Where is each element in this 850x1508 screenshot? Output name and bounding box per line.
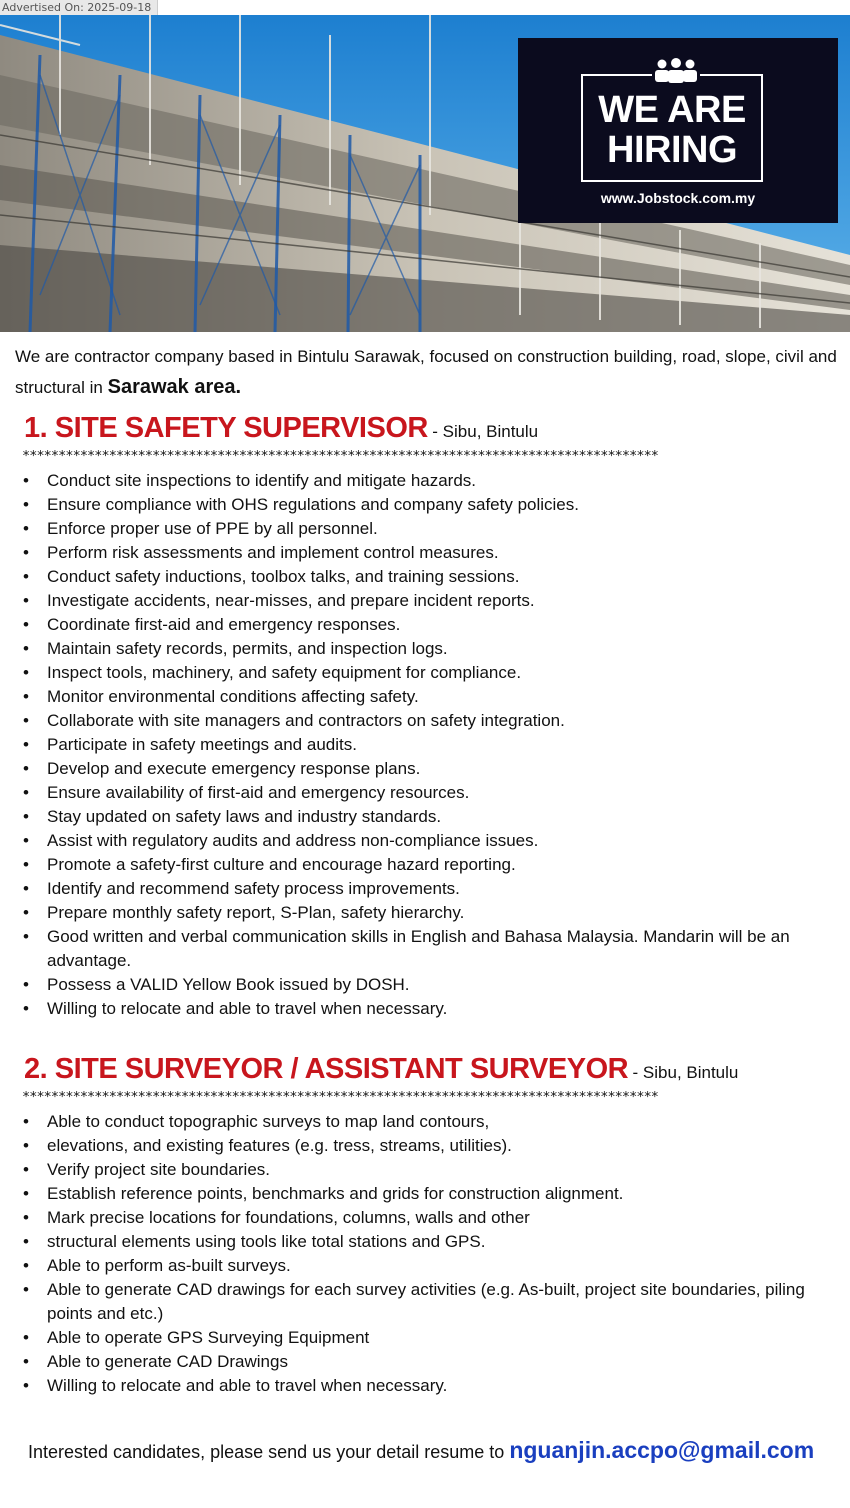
list-item: • Monitor environmental conditions affecting safety. bbox=[20, 685, 830, 709]
contact-line bbox=[28, 1437, 814, 1464]
list-item: • Mark precise locations for foundations, columns, walls and other bbox=[20, 1206, 830, 1230]
list-item: • Inspect tools, machinery, and safety equipment for compliance. bbox=[20, 661, 830, 685]
list-item: • Participate in safety meetings and audits. bbox=[20, 733, 830, 757]
job-2-location: - Sibu, Bintulu bbox=[632, 1063, 739, 1082]
contact-email-link[interactable]: nguanjin.accpo@gmail.com bbox=[509, 1437, 815, 1463]
hiring-headline: WE ARE HIRING bbox=[598, 89, 746, 171]
list-item: • Establish reference points, benchmarks and grids for construction alignment. bbox=[20, 1182, 830, 1206]
job-2-heading bbox=[24, 1053, 738, 1086]
list-item: • Maintain safety records, permits, and inspection logs. bbox=[20, 637, 830, 661]
advertised-date-badge: Advertised On: 2025-09-18 bbox=[0, 0, 158, 16]
job-2-requirements bbox=[20, 1110, 830, 1398]
list-item: • Able to perform as-built surveys. bbox=[20, 1254, 830, 1278]
intro-highlight: Sarawak area. bbox=[107, 376, 242, 398]
website-url[interactable]: www.Jobstock.com.my bbox=[600, 190, 756, 206]
we-are-hiring-banner bbox=[518, 38, 838, 223]
job-1-location: - Sibu, Bintulu bbox=[432, 422, 539, 441]
list-item: • Coordinate first-aid and emergency responses. bbox=[20, 613, 830, 637]
list-item: • Good written and verbal communication skills in English and Bahasa Malaysia. Mandarin will be an advantage. bbox=[20, 925, 830, 973]
list-item: • Enforce proper use of PPE by all personnel. bbox=[20, 517, 830, 541]
job-1-requirements bbox=[20, 469, 830, 1021]
list-item: • Investigate accidents, near-misses, and prepare incident reports. bbox=[20, 589, 830, 613]
list-item: • Collaborate with site managers and contractors on safety integration. bbox=[20, 709, 830, 733]
list-item: • Stay updated on safety laws and industry standards. bbox=[20, 805, 830, 829]
list-item: • Develop and execute emergency response plans. bbox=[20, 757, 830, 781]
job-1-title: 1. SITE SAFETY SUPERVISOR bbox=[24, 412, 428, 444]
list-item: • Able to conduct topographic surveys to map land contours, bbox=[20, 1110, 830, 1134]
list-item: • structural elements using tools like total stations and GPS. bbox=[20, 1230, 830, 1254]
list-item: • Promote a safety-first culture and encourage hazard reporting. bbox=[20, 853, 830, 877]
company-intro bbox=[15, 342, 840, 403]
job-2-title: 2. SITE SURVEYOR / ASSISTANT SURVEYOR bbox=[24, 1053, 629, 1085]
list-item: • Identify and recommend safety process improvements. bbox=[20, 877, 830, 901]
star-divider: **************************************************************************************** bbox=[22, 1090, 659, 1104]
list-item: • Willing to relocate and able to travel when necessary. bbox=[20, 997, 830, 1021]
list-item: • Conduct safety inductions, toolbox talks, and training sessions. bbox=[20, 565, 830, 589]
list-item: • Perform risk assessments and implement control measures. bbox=[20, 541, 830, 565]
list-item: • Verify project site boundaries. bbox=[20, 1158, 830, 1182]
list-item: • Able to generate CAD drawings for each survey activities (e.g. As-built, project site boundaries, piling points and etc.) bbox=[20, 1278, 830, 1326]
job-1-heading bbox=[24, 412, 538, 445]
list-item: • Prepare monthly safety report, S-Plan, safety hierarchy. bbox=[20, 901, 830, 925]
group-of-people-icon bbox=[652, 58, 700, 84]
intro-text: We are contractor company based in Bintulu Sarawak, focused on construction building, road, slope, civil and structural in bbox=[15, 347, 837, 397]
list-item: • Possess a VALID Yellow Book issued by DOSH. bbox=[20, 973, 830, 997]
contact-text: Interested candidates, please send us your detail resume to bbox=[28, 1442, 505, 1462]
list-item: • elevations, and existing features (e.g. tress, streams, utilities). bbox=[20, 1134, 830, 1158]
list-item: • Conduct site inspections to identify and mitigate hazards. bbox=[20, 469, 830, 493]
list-item: • Ensure availability of first-aid and emergency resources. bbox=[20, 781, 830, 805]
star-divider: **************************************************************************************** bbox=[22, 449, 659, 463]
list-item: • Willing to relocate and able to travel when necessary. bbox=[20, 1374, 830, 1398]
list-item: • Ensure compliance with OHS regulations and company safety policies. bbox=[20, 493, 830, 517]
list-item: • Able to generate CAD Drawings bbox=[20, 1350, 830, 1374]
list-item: • Able to operate GPS Surveying Equipment bbox=[20, 1326, 830, 1350]
list-item: • Assist with regulatory audits and address non-compliance issues. bbox=[20, 829, 830, 853]
